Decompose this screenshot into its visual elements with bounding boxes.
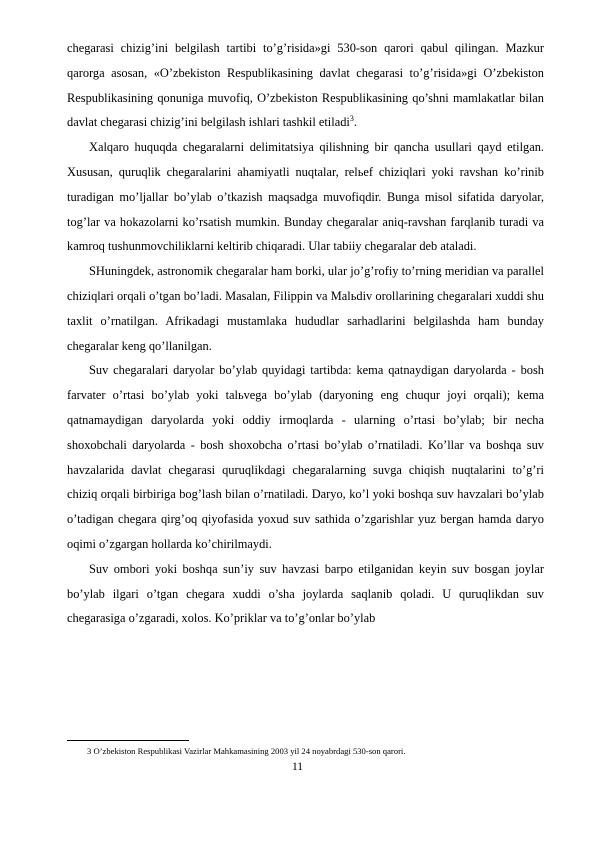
- page-number: 11: [291, 761, 304, 773]
- footnote-reference[interactable]: 3: [349, 114, 354, 124]
- paragraph-2: Xalqaro huquqda chegaralarni delimitatsiya qilishning bir qancha usullari qayd etilgan. Xususan, quruqlik chegaralarini ahamiyatli nuqtalar, relьef chiziqlari yoki ravshan ko’rinib turadigan mo’ljallar bo’ylab o’tkazish maqsadga muvofiqdir. Bunga misol sifatida daryolar, tog’lar va hokazolarni ko’rsatish mumkin. Bunday chegaralar aniq-ravshan farqlanib turadi va kamroq tushunmovchiliklarni keltirib chiqaradi. Ular tabiiy chegaralar deb ataladi.: [67, 140, 544, 254]
- footnote: 3 O’zbekiston Respublikasi Vazirlar Mahkamasining 2003 yil 24 noyabrdagi 530-son qarori.: [87, 746, 406, 756]
- footnote-divider: [67, 740, 189, 741]
- paragraph-1: [67, 36, 544, 135]
- paragraph-3: SHuningdek, astronomik chegaralar ham borki, ular jo’g’rofiy to’rning meridian va parallel chiziqlari orqali o’tgan bo’ladi. Masalan, Filippin va Malьdiv orollarining chegaralari xuddi shu taxlit o’rnatilgan. Afrikadagi mustamlaka hududlar sarhadlarini belgilashda ham bunday chegaralar keng qo’llanilgan.: [67, 264, 544, 353]
- paragraph-4: Suv chegaralari daryolar bo’ylab quyidagi tartibda: kema qatnaydigan daryolarda - bosh farvater o’rtasi bo’ylab yoki talьvega bo’ylab (daryoning eng chuqur joyi orqali); kema qatnamaydigan daryolarda yoki oddiy irmoqlarda - ularning o’rtasi bo’ylab; bir necha shoxobchali daryolarda - bosh shoxobcha o’rtasi bo’ylab o’rnatiladi. Ko’llar va boshqa suv havzalarida davlat chegarasi quruqlikdagi chegaralarning suvga chiqish nuqtalarini to’g’ri chiziq orqali birbiriga bog’lash bilan o’rnatiladi. Daryo, ko’l yoki boshqa suv havzalari bo’ylab o’tadigan chegara qirg’oq qiyofasida yoxud suv sathida o’zgarishlar yuz bergan hamda daryo oqimi o’zgargan hollarda ko’chirilmaydi.: [67, 363, 544, 551]
- paragraph-1-end: .: [353, 115, 357, 130]
- paragraph-1-text: chegarasi chizig’ini belgilash tartibi to’g’risida»gi 530-son qarori qabul qilingan. Mazkur qarorga asosan, «O’zbekiston Respublikasining davlat chegarasi to’g’risida»gi O’zbekiston Respublikasining qonuniga muvofiq, O’zbekiston Respublikasining qo’shni mamlakatlar bilan davlat chegarasi chizig’ini belgilash ishlari tashkil etiladi: [67, 41, 544, 130]
- paragraph-5: Suv ombori yoki boshqa sun’iy suv havzasi barpo etilganidan keyin suv bosgan joylar bo’ylab ilgari o’tgan chegara xuddi o’sha joylarda saqlanib qoladi. U quruqlikdan suv chegarasiga o’zgaradi, xolos. Ko’priklar va to’g’onlar bo’ylab: [67, 561, 544, 626]
- body-text: [67, 36, 544, 631]
